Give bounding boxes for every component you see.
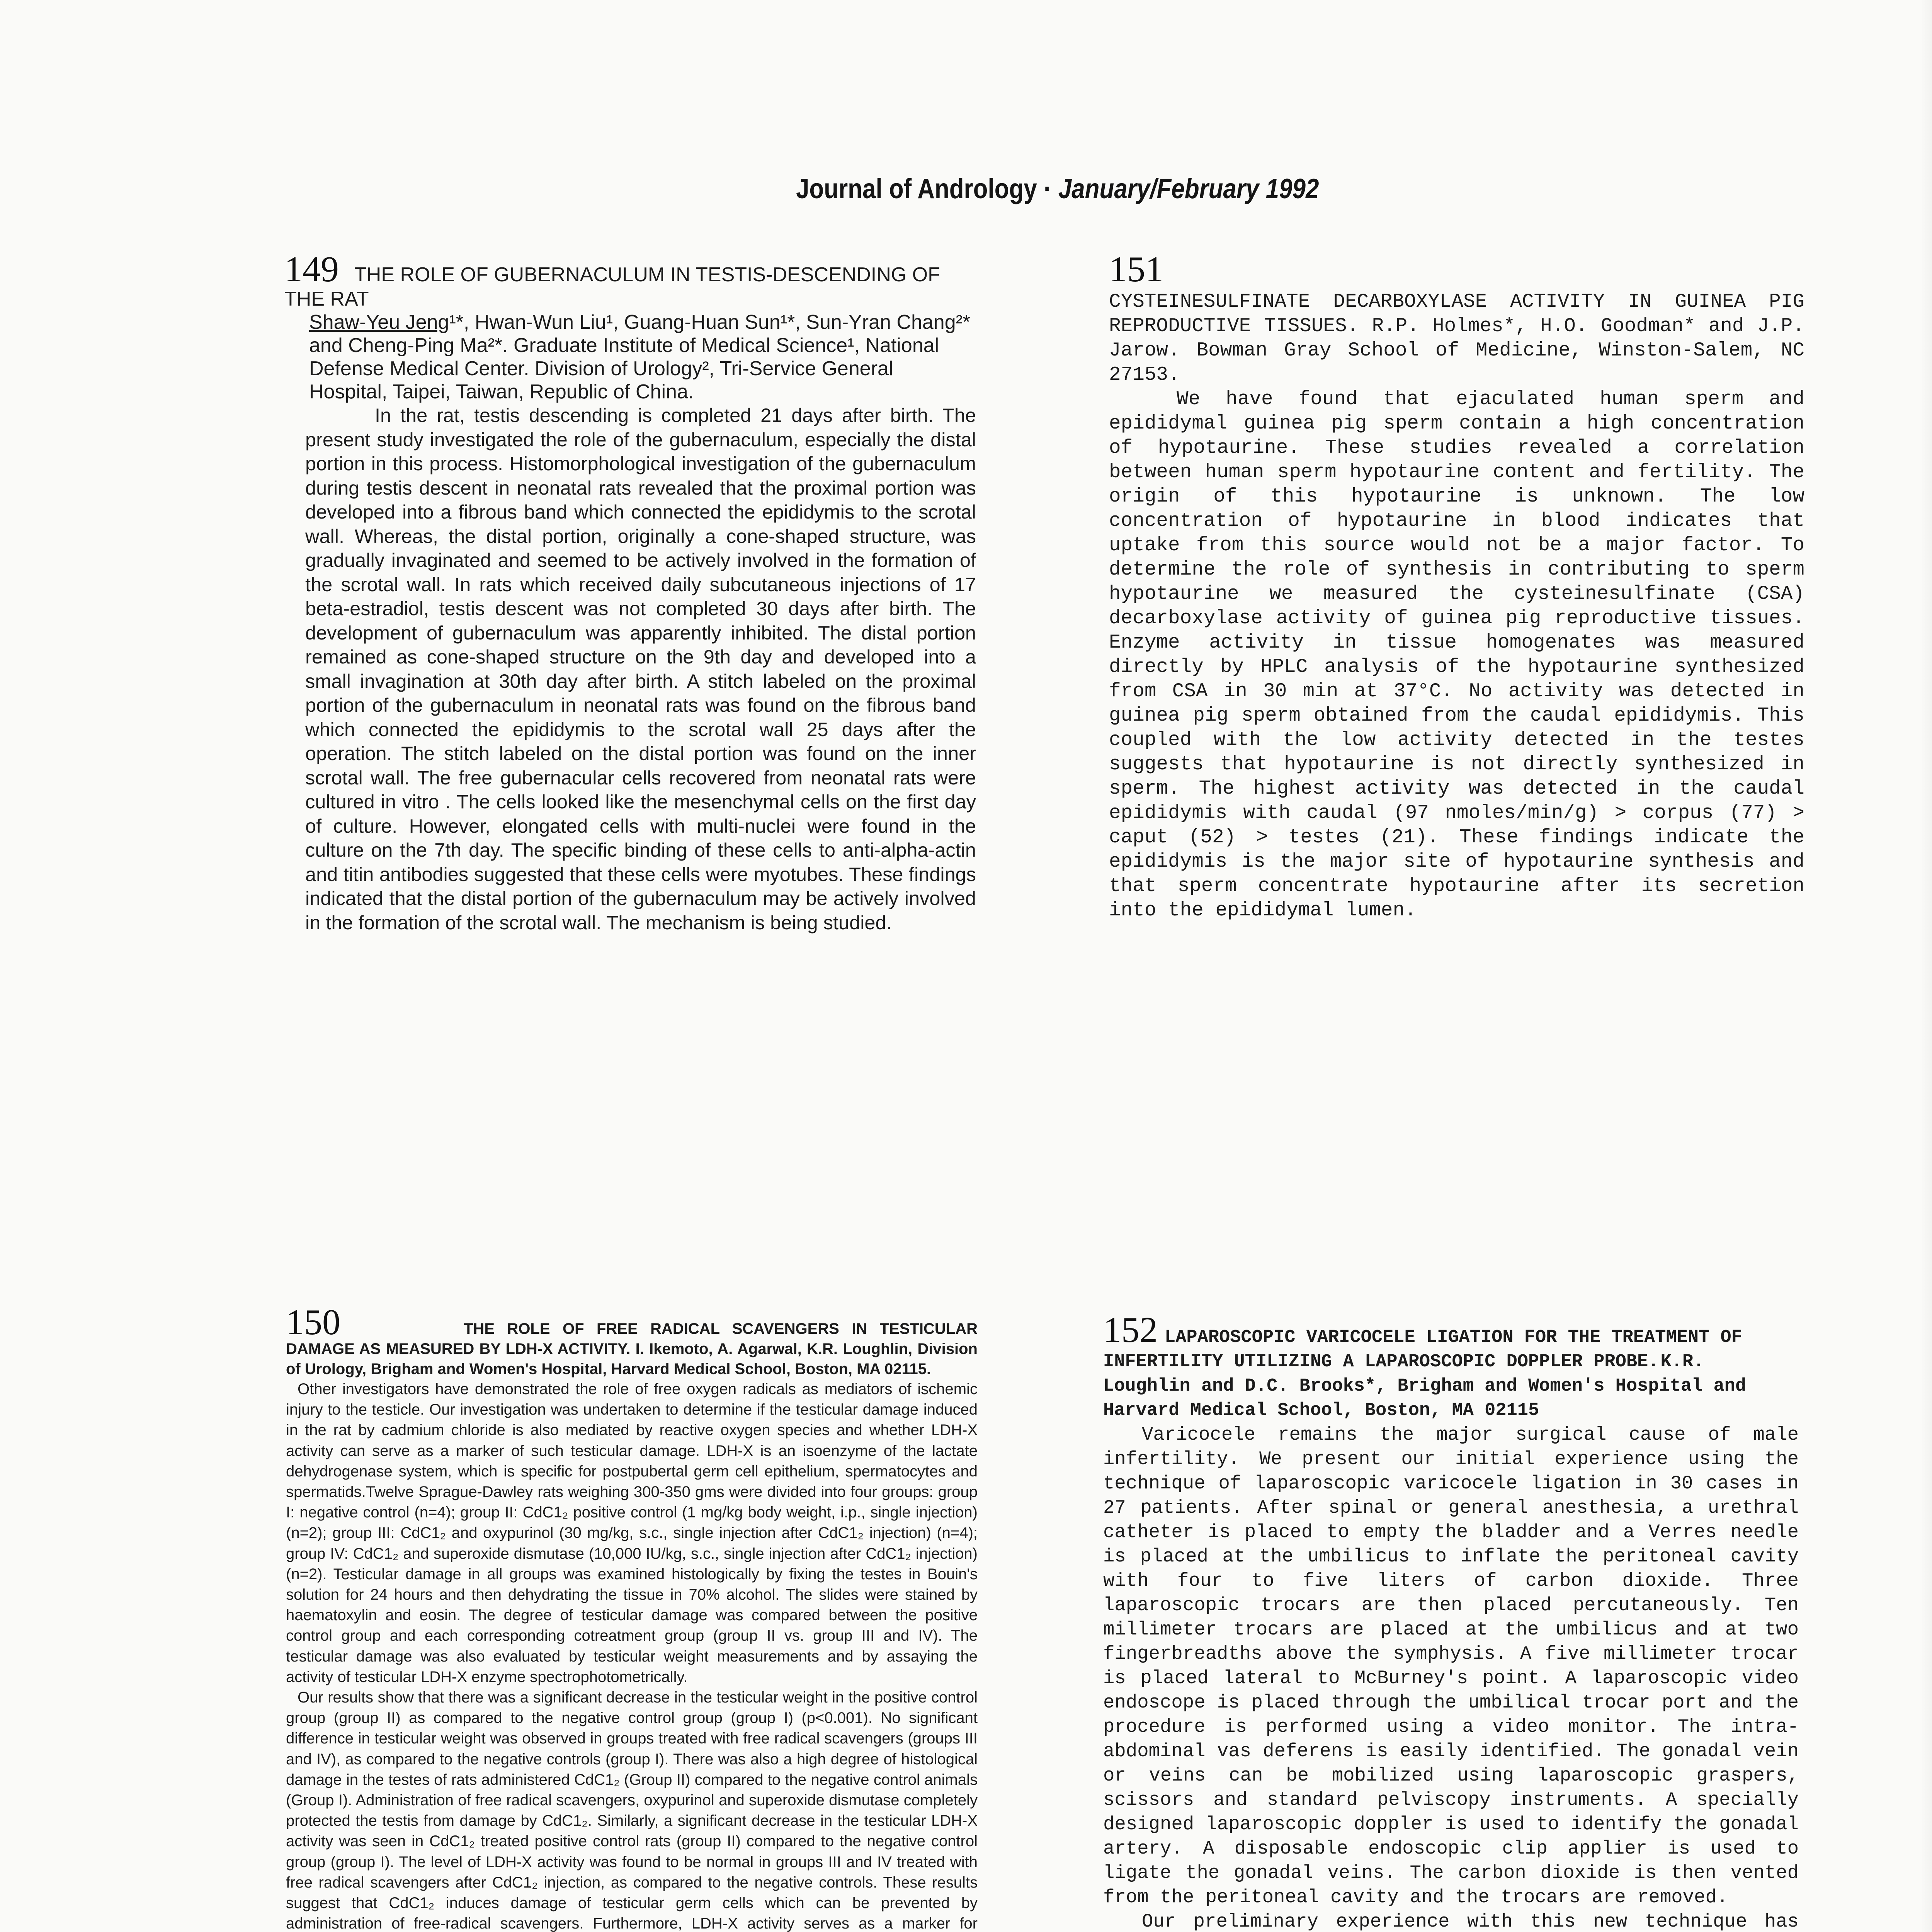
abstract-byline [284, 311, 976, 403]
abstract-heading [1103, 1312, 1799, 1423]
abstract-byline: K.R. Loughlin and D.C. Brooks*, Brigham and Women's Hospital and Harvard Medical School, Boston, MA 02115 [1103, 1352, 1747, 1421]
abstract-150 [286, 1304, 978, 1932]
abstract-number: 149 [284, 249, 339, 289]
abstract-body-paragraph-2: Our preliminary experience with this new technique has [1142, 1911, 1799, 1932]
abstract-title: THE ROLE OF FREE RADICAL SCAVENGERS IN TESTICULAR DAMAGE AS MEASURED BY LDH-X ACTIVITY. [286, 1320, 978, 1357]
abstract-number: 151 [1109, 249, 1163, 289]
journal-name: Journal of Andrology [796, 173, 1037, 204]
abstract-body-paragraph-2: Our results show that there was a significant decrease in the testicular weight in the positive control group (group II) as compared to the negative control group (group I) (p<0.001). No significant difference in testicular weight was observed in groups treated with free radical scavengers (groups III and IV), as compared to the negative controls (group I). There was also a high degree of histological damage in the testes of rats administered CdC1₂ (Group II) compared to the negative control animals (Group I). Administration of free radical scavengers, oxypurinol and superoxide dismutase completely protected the testis from damage by CdC1₂. Similarly, a significant decrease in the testicular LDH-X activity was seen in CdC1₂ treated positive control rats (group II) compared to the negative control group (group I). The level of LDH-X activity was found to be normal in groups III and IV treated with free radical scavengers after CdC1₂ injection, as compared to the negative controls. These results suggest that CdC1₂ induces damage of testicular germ cells which can be prevented by administration of free-radical scavengers. Furthermore, LDH-X activity serves as a marker for [286, 1689, 978, 1932]
abstract-149 [284, 251, 976, 935]
abstract-title: THE ROLE OF GUBERNACULUM IN TESTIS-DESCENDING OF THE RAT [284, 264, 940, 310]
abstract-body-paragraph-1: Varicocele remains the major surgical cause of male infertility. We present our initial experience using the technique of laparoscopic varicocele ligation in 30 cases in 27 patients. After spinal or general anesthesia, a urethral catheter is placed to empty the bladder and a Verres needle is placed at the umbilicus to inflate the peritoneal cavity with four to five liters of carbon dioxide. Three laparoscopic trocars are then placed percutaneously. Ten millimeter trocars are placed at the umbilicus and at two fingerbreadths above the symphysis. A five millimeter trocar is placed lateral to McBurney's point. A laparoscopic video endoscope is placed through the umbilical trocar port and the procedure is performed using a video monitor. The intra-abdominal vas deferens is easily identified. The gonadal vein or veins can be mobilized using laparoscopic graspers, scissors and standard pelviscopy instruments. A specially designed laparoscopic doppler is used to identify the gonadal artery. A disposable endoscopic clip applier is used to ligate the gonadal veins. The carbon dioxide is then vented from the peritoneal cavity and the trocars are removed. [1103, 1424, 1799, 1908]
abstract-149-heading [284, 251, 976, 403]
abstract-152 [1103, 1312, 1799, 1932]
abstract-151 [1109, 251, 1804, 923]
abstract-heading [286, 1319, 978, 1379]
abstract-number: 150 [286, 1302, 340, 1342]
abstract-byline: R.P. Holmes*, H.O. Goodman* and J.P. Jarow. Bowman Gray School of Medicine, Winston-Salem, NC 27153. [1109, 315, 1804, 386]
abstract-byline: I. Ikemoto, A. Agarwal, K.R. Loughlin, Division of Urology, Brigham and Women's Hospital, Harvard Medical School, Boston, MA 02115. [286, 1340, 978, 1378]
abstract-number: 152 [1103, 1310, 1158, 1350]
abstract-body: In the rat, testis descending is completed 21 days after birth. The present study investigated the role of the gubernaculum, especially the distal portion in this process. Histomorphological investigation of the gubernaculum during testis descent in neonatal rats revealed that the proximal portion was developed into a fibrous band which connected the epididymis to the scrotal wall. Whereas, the distal portion, originally a cone-shaped structure, was gradually invaginated and seemed to be actively involved in the formation of the scrotal wall. In rats which received daily subcutaneous injections of 17 beta-estradiol, testis descent was not completed 30 days after birth. The development of gubernaculum was apparently inhibited. The distal portion remained as cone-shaped structure on the 9th day and developed into a small invagination at 30th day after birth. A stitch labeled on the proximal portion of the gubernaculum in neonatal rats was found on the fibrous band which connected the epididymis to the scrotal wall 25 days after the operation. The stitch labeled on the distal portion was found on the inner scrotal wall. The free gubernacular cells recovered from neonatal rats were cultured in vitro . The cells looked like the mesenchymal cells on the first day of culture. However, elongated cells with multi-nuclei were found in the culture on the 7th day. The specific binding of these cells to anti-alpha-actin and titin antibodies suggested that these cells were myotubes. These findings indicated that the distal portion of the gubernaculum may be actively involved in the formation of the scrotal wall. The mechanism is being studied. [305, 404, 976, 934]
abstract-body: We have found that ejaculated human sperm and epididymal guinea pig sperm contain a high concentration of hypotaurine. These studies revealed a correlation between human sperm hypotaurine content and fertility. The origin of this hypotaurine is unknown. The low concentration of hypotaurine in blood indicates that uptake from this source would not be a major factor. To determine the role of synthesis in contributing to sperm hypotaurine we measured the cysteinesulfinate (CSA) decarboxylase activity of guinea pig reproductive tissues. Enzyme activity in tissue homogenates was measured directly by HPLC analysis of the hypotaurine synthesized from CSA in 30 min at 37°C. No activity was detected in guinea pig sperm obtained from the caudal epididymis. This coupled with the low activity detected in the testes suggests that hypotaurine is not directly synthesized in sperm. The highest activity was detected in the caudal epididymis with caudal (97 nmoles/min/g) > corpus (77) > caput (52) > testes (21). These findings indicate the epididymis is the major site of hypotaurine synthesis and that sperm concentrate hypotaurine after its secretion into the epididymal lumen. [1109, 388, 1804, 922]
abstract-heading [1109, 290, 1804, 387]
author-affiliations: ¹*, Hwan-Wun Liu¹, Guang-Huan Sun¹*, Sun-Yran Chang²* and Cheng-Ping Ma²*. Graduate Institute of Medical Science¹, National Defense Medical Center. Division of Urology², Tri-Service General Hospital, Taipei, Taiwan, Republic of China. [309, 311, 971, 403]
issue-date: January/February 1992 [1058, 173, 1319, 204]
running-head [796, 173, 1328, 205]
page-edge-shadow [1920, 0, 1932, 1932]
lead-author: Shaw-Yeu Jeng [309, 311, 449, 333]
running-head-separator: · [1037, 173, 1058, 204]
abstract-title: LAPAROSCOPIC VARICOCELE LIGATION FOR THE TREATMENT OF INFERTILITY UTILIZING A LAPAROSCOPIC DOPPLER PROBE. [1103, 1327, 1742, 1372]
abstract-body-paragraph-1: Other investigators have demonstrated the role of free oxygen radicals as mediators of ischemic injury to the testicle. Our investigation was undertaken to determine if the testicular damage induced in the rat by cadmium chloride is also mediated by reactive oxygen species and whether LDH-X activity can serve as a marker of such testicular damage. LDH-X is an isoenzyme of the lactate dehydrogenase system, which is specific for postpubertal germ cell epithelium, spermatocytes and spermatids.Twelve Sprague-Dawley rats weighing 300-350 gms were divided into four groups: group I: negative control (n=4); group II: CdC1₂ positive control (1 mg/kg body weight, i.p., single injection) (n=2); group III: CdC1₂ and oxypurinol (30 mg/kg, s.c., single injection after CdC1₂ injection) (n=4); group IV: CdC1₂ and superoxide dismutase (10,000 IU/kg, s.c., single injection after CdC1₂ injection) (n=2). Testicular damage in all groups was examined histologically by fixing the testes in Bouin's solution for 24 hours and then dehydrating the tissue in 70% alcohol. The slides were stained by haematoxylin and eosin. The degree of testicular damage was compared between the positive control group and each corresponding cotreatment group (group II vs. group III and IV). The testicular damage was also evaluated by testicular weight measurements and by assaying the activity of testicular LDH-X enzyme spectrophotometrically. [286, 1381, 978, 1685]
abstract-title: CYSTEINESULFINATE DECARBOXYLASE ACTIVITY IN GUINEA PIG REPRODUCTIVE TISSUES. [1109, 291, 1804, 337]
